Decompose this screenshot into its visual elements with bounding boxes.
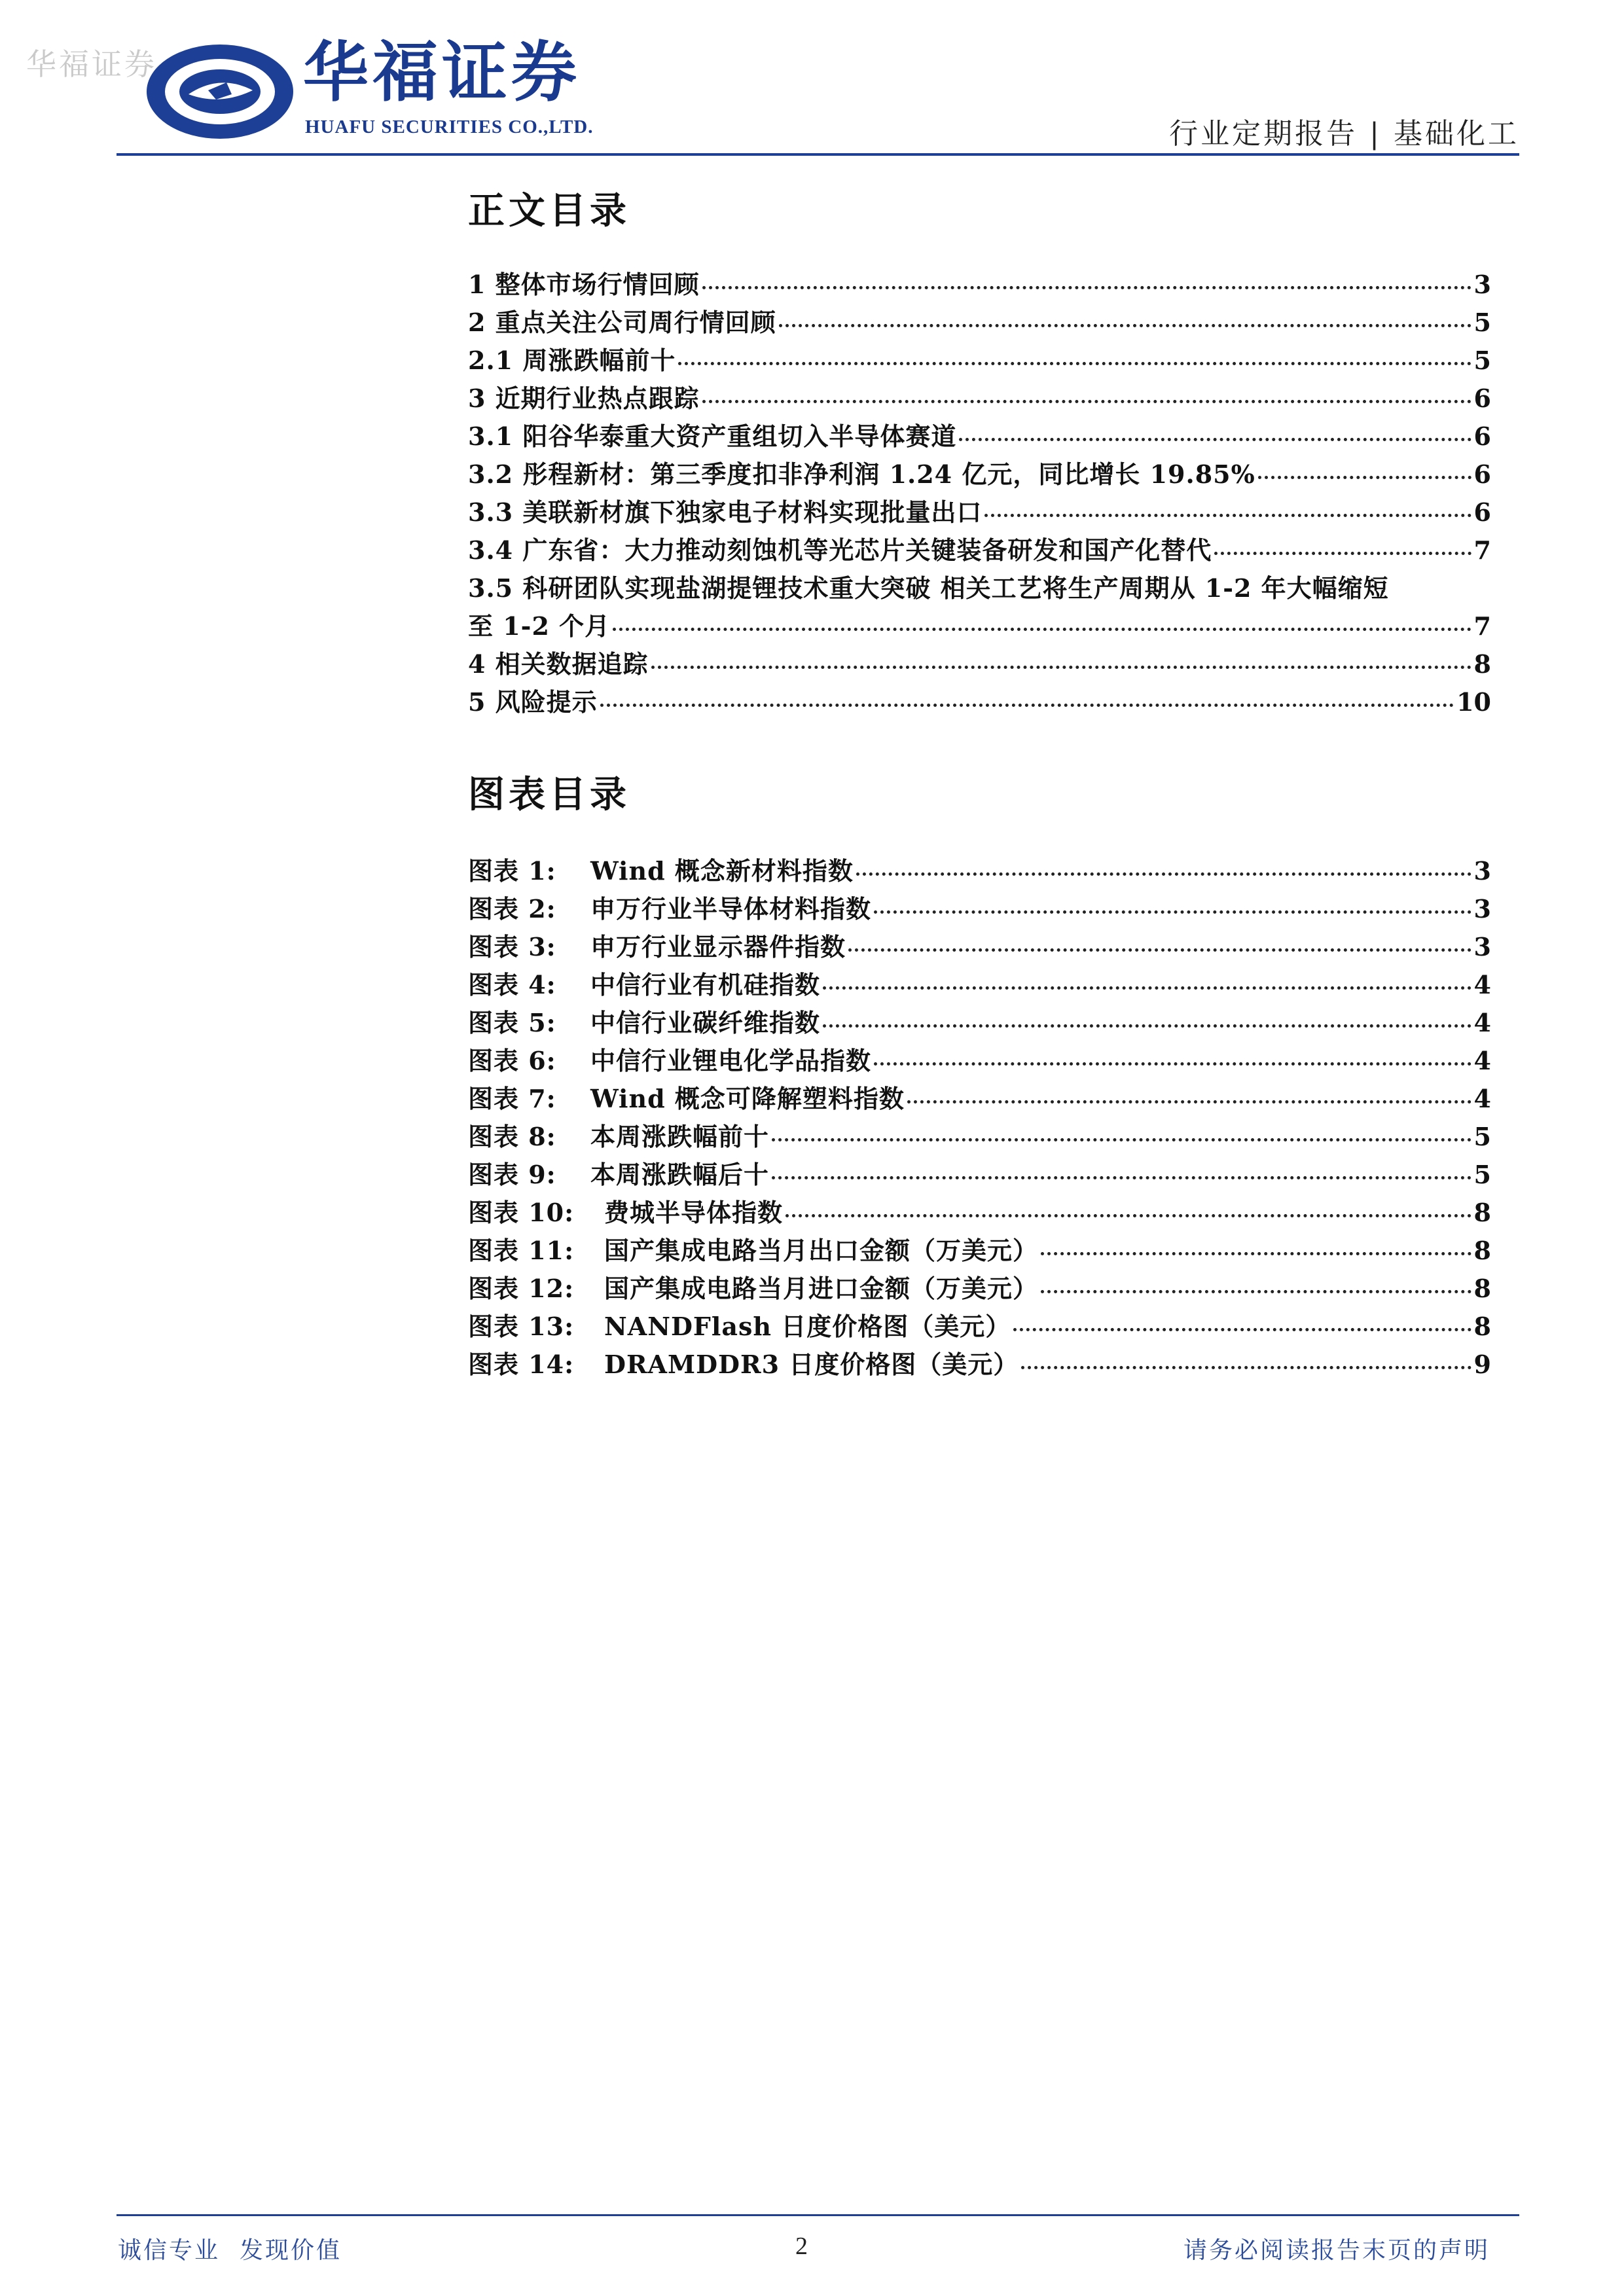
dot-leader: [848, 948, 1471, 952]
dot-leader: [823, 986, 1471, 990]
figure-entry[interactable]: [468, 1193, 1491, 1230]
figure-entry[interactable]: [468, 965, 1491, 1003]
figure-title: 申万行业显示器件指数: [590, 932, 846, 961]
toc-entry-label: 5 风险提示: [468, 687, 598, 717]
figure-entry[interactable]: [468, 1306, 1491, 1344]
figure-entry[interactable]: [468, 1003, 1491, 1041]
footer-slogan-2: 发现价值: [240, 2237, 342, 2264]
toc-entry[interactable]: [468, 378, 1491, 416]
dot-leader: [600, 704, 1454, 707]
toc-entry[interactable]: [468, 644, 1491, 682]
toc-entry-page: 6: [1473, 422, 1491, 451]
dot-leader: [772, 1176, 1471, 1179]
dot-leader: [874, 910, 1471, 914]
report-sector: 基础化工: [1394, 117, 1519, 151]
figure-page: 4: [1473, 1084, 1491, 1113]
dot-leader: [856, 872, 1471, 876]
footer-slogan: [118, 2232, 342, 2265]
figure-page: 4: [1473, 1008, 1491, 1037]
figure-number: 图表 11:: [468, 1236, 575, 1265]
toc-entry-label: 3.1 阳谷华泰重大资产重组切入半导体赛道: [468, 422, 957, 451]
dot-leader: [678, 362, 1471, 365]
figure-title: 本周涨跌幅前十: [590, 1122, 770, 1151]
figure-page: 4: [1473, 1046, 1491, 1075]
page-number: 2: [795, 2233, 808, 2260]
toc-entry-page: 6: [1473, 459, 1491, 489]
toc-entry[interactable]: [468, 416, 1491, 454]
toc-entry-label: 3 近期行业热点跟踪: [468, 384, 700, 413]
dot-leader: [823, 1024, 1471, 1028]
toc-entry[interactable]: [468, 492, 1491, 530]
dot-leader: [984, 514, 1471, 517]
figure-number: 图表 10:: [468, 1198, 575, 1227]
figure-title: 中信行业碳纤维指数: [590, 1008, 821, 1037]
figure-entry[interactable]: [468, 889, 1491, 927]
figure-number: 图表 3:: [468, 932, 556, 961]
figure-title: DRAMDDR3 日度价格图（美元）: [604, 1350, 1019, 1379]
toc-entry-label: 3.2 彤程新材：第三季度扣非净利润 1.24 亿元，同比增长 19.85%: [468, 459, 1255, 489]
figure-number: 图表 7:: [468, 1084, 556, 1113]
logo-name-cn: 华福证券: [303, 34, 581, 111]
dot-leader: [651, 666, 1471, 669]
figure-number: 图表 8:: [468, 1122, 556, 1151]
figure-number: 图表 13:: [468, 1312, 575, 1341]
figure-title: 国产集成电路当月进口金额（万美元）: [604, 1274, 1039, 1303]
figure-number: 图表 2:: [468, 894, 556, 924]
dot-leader: [613, 628, 1471, 631]
toc-entry-page: 7: [1473, 611, 1491, 641]
logo-emblem-icon: [143, 34, 300, 145]
footer-slogan-1: 诚信专业: [118, 2237, 221, 2264]
toc-entry-label: 1 整体市场行情回顾: [468, 270, 700, 299]
header-separator: |: [1369, 117, 1382, 151]
figure-title: 申万行业半导体材料指数: [590, 894, 872, 924]
figure-number: 图表 9:: [468, 1160, 556, 1189]
header-divider: [117, 153, 1519, 156]
toc-entry-label: 3.3 美联新材旗下独家电子材料实现批量出口: [468, 497, 983, 527]
toc-entry[interactable]: [468, 264, 1491, 302]
figure-page: 3: [1473, 856, 1491, 886]
figure-title: Wind 概念新材料指数: [590, 856, 854, 886]
toc-entry[interactable]: [468, 682, 1491, 720]
logo-name-en: HUAFU SECURITIES CO.,LTD.: [305, 117, 594, 137]
dot-leader: [907, 1100, 1471, 1103]
toc-entry-page: 5: [1473, 346, 1491, 375]
figure-title: 中信行业有机硅指数: [590, 970, 821, 999]
dot-leader: [1258, 476, 1471, 479]
figure-page: 5: [1473, 1122, 1491, 1151]
figure-page: 3: [1473, 894, 1491, 924]
toc-entry-label: 3.4 广东省：大力推动刻蚀机等光芯片关键装备研发和国产化替代: [468, 535, 1212, 565]
figure-entry[interactable]: [468, 927, 1491, 965]
figure-entry[interactable]: [468, 1041, 1491, 1079]
toc-entry-label: 2 重点关注公司周行情回顾: [468, 308, 776, 337]
figure-entry[interactable]: [468, 1230, 1491, 1268]
dot-leader: [1214, 552, 1471, 555]
toc-entry-page: 10: [1456, 687, 1491, 717]
figure-number: 图表 6:: [468, 1046, 556, 1075]
dot-leader: [1041, 1252, 1471, 1255]
report-category: [1169, 110, 1519, 152]
toc-entry[interactable]: [468, 302, 1491, 340]
figure-page: 8: [1473, 1274, 1491, 1303]
toc-entry-page: 8: [1473, 649, 1491, 679]
figure-page: 8: [1473, 1198, 1491, 1227]
report-type: 行业定期报告: [1169, 117, 1358, 151]
figure-entry[interactable]: [468, 1155, 1491, 1193]
figure-page: 5: [1473, 1160, 1491, 1189]
toc-entry-page: 3: [1473, 270, 1491, 299]
footer-divider: [117, 2214, 1519, 2216]
dot-leader: [1041, 1290, 1471, 1293]
watermark-text: 华福证券: [26, 46, 157, 82]
dot-leader: [874, 1062, 1471, 1066]
figure-entry[interactable]: [468, 1117, 1491, 1155]
company-logo: [143, 34, 601, 145]
figure-number: 图表 4:: [468, 970, 556, 999]
toc-entry-label-cont: 至 1-2 个月: [468, 611, 611, 641]
toc-entry-continuation[interactable]: [468, 606, 1491, 644]
dot-leader: [702, 400, 1471, 403]
toc-entry-page: 7: [1473, 535, 1491, 565]
figure-list-title: 图表目录: [468, 774, 630, 816]
figure-page: 4: [1473, 970, 1491, 999]
toc-entry[interactable]: [468, 568, 1491, 606]
figure-page: 8: [1473, 1236, 1491, 1265]
toc-entry-page: 6: [1473, 497, 1491, 527]
dot-leader: [1021, 1366, 1471, 1369]
toc-entry-page: 6: [1473, 384, 1491, 413]
figure-page: 3: [1473, 932, 1491, 961]
dot-leader: [959, 438, 1471, 441]
figure-entry[interactable]: [468, 851, 1491, 889]
toc-entry[interactable]: [468, 340, 1491, 378]
figure-title: NANDFlash 日度价格图（美元）: [604, 1312, 1011, 1341]
dot-leader: [785, 1214, 1471, 1217]
toc-entry[interactable]: [468, 454, 1491, 492]
figure-number: 图表 12:: [468, 1274, 575, 1303]
figure-number: 图表 1:: [468, 856, 556, 886]
dot-leader: [772, 1138, 1471, 1141]
toc-entry-label: 2.1 周涨跌幅前十: [468, 346, 676, 375]
toc-title: 正文目录: [468, 190, 630, 232]
figure-number: 图表 14:: [468, 1350, 575, 1379]
figure-title: 国产集成电路当月出口金额（万美元）: [604, 1236, 1039, 1265]
figure-list: [468, 851, 1491, 1382]
figure-page: 8: [1473, 1312, 1491, 1341]
dot-leader: [779, 324, 1471, 327]
dot-leader: [1013, 1328, 1471, 1331]
toc-entry-page: 5: [1473, 308, 1491, 337]
figure-entry[interactable]: [468, 1079, 1491, 1117]
figure-title: 中信行业锂电化学品指数: [590, 1046, 872, 1075]
figure-page: 9: [1473, 1350, 1491, 1379]
toc-entry-label: 3.5 科研团队实现盐湖提锂技术重大突破 相关工艺将生产周期从 1-2 年大幅缩短: [468, 573, 1389, 603]
footer-disclaimer: 请务必阅读报告末页的声明: [1183, 2237, 1490, 2264]
figure-entry[interactable]: [468, 1344, 1491, 1382]
figure-title: 费城半导体指数: [604, 1198, 784, 1227]
figure-title: 本周涨跌幅后十: [590, 1160, 770, 1189]
dot-leader: [702, 286, 1471, 289]
toc-list: [468, 264, 1491, 720]
figure-entry[interactable]: [468, 1268, 1491, 1306]
toc-entry[interactable]: [468, 530, 1491, 568]
toc-entry-label: 4 相关数据追踪: [468, 649, 649, 679]
figure-number: 图表 5:: [468, 1008, 556, 1037]
figure-title: Wind 概念可降解塑料指数: [590, 1084, 905, 1113]
